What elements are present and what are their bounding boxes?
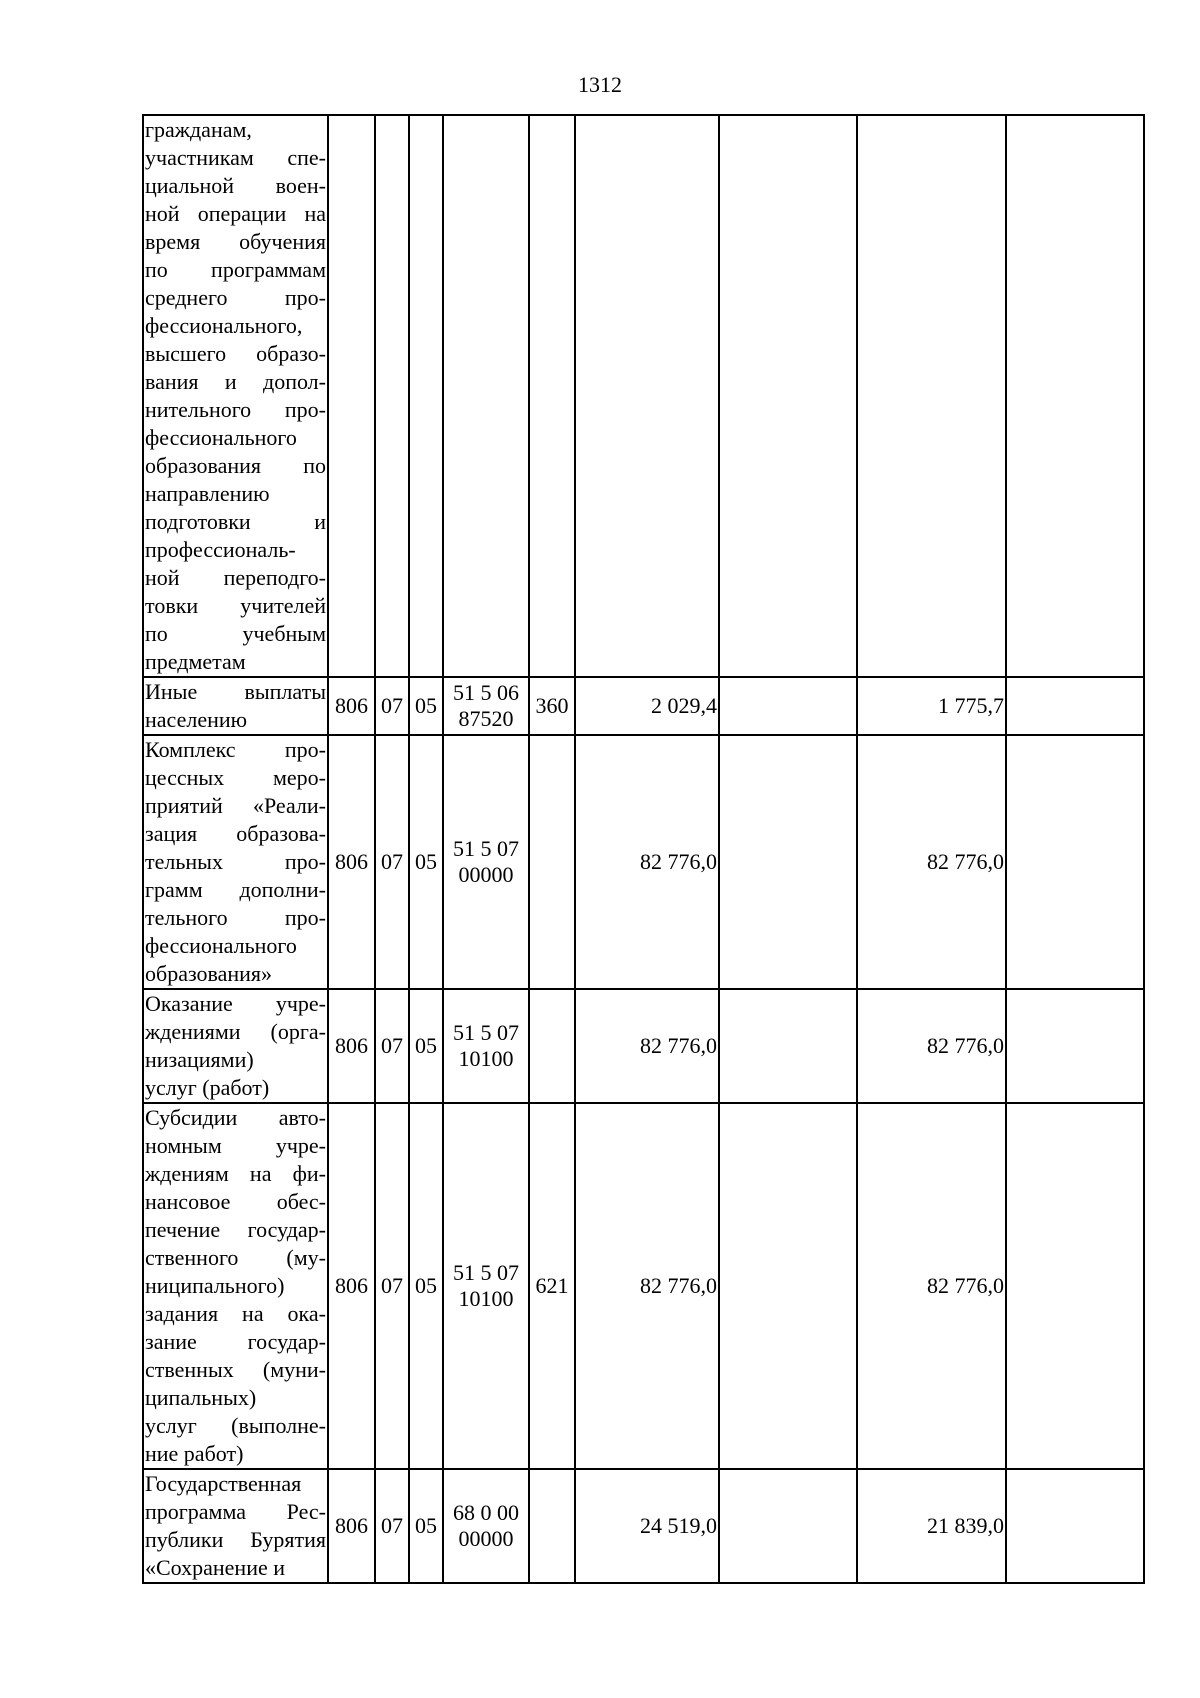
rz-cell [375, 115, 409, 677]
csr-cell [443, 735, 529, 989]
empty-cell [1006, 735, 1144, 989]
description-line: товки учителей [145, 593, 326, 618]
table-row [143, 115, 1144, 677]
csr-cell [443, 677, 529, 735]
description-line: вания и допол- [145, 369, 326, 394]
csr-cell [443, 989, 529, 1103]
vr-cell [529, 115, 575, 677]
description-line: профессиональ- [145, 537, 296, 562]
description-line: предметам [145, 649, 246, 674]
pr-cell [409, 115, 443, 677]
description-line: низациями) [145, 1047, 254, 1072]
grbs-cell: 806 [328, 735, 375, 989]
empty-cell [719, 1469, 857, 1583]
empty-cell [1006, 677, 1144, 735]
grbs-cell: 806 [328, 989, 375, 1103]
vr-cell [529, 1469, 575, 1583]
empty-cell [1006, 1103, 1144, 1469]
csr-line: 87520 [458, 706, 514, 731]
csr-line: 10100 [458, 1286, 514, 1311]
rz-cell: 07 [375, 735, 409, 989]
description-line: фессионального, [145, 313, 303, 338]
description-line: ципальных) [145, 1385, 257, 1410]
csr-line: 51 5 06 [453, 680, 519, 705]
description-line: ственных (муни- [145, 1357, 326, 1382]
grbs-cell: 806 [328, 1103, 375, 1469]
description-cell [143, 677, 328, 735]
amount-cell-2: 82 776,0 [857, 989, 1006, 1103]
csr-cell [443, 115, 529, 677]
grbs-cell [328, 115, 375, 677]
description-line: фессионального [145, 933, 297, 958]
amount-cell-1: 24 519,0 [575, 1469, 719, 1583]
description-cell [143, 1103, 328, 1469]
description-cell [143, 735, 328, 989]
description-line: Оказание учре- [145, 991, 326, 1016]
description-line: зация образова- [145, 821, 326, 846]
description-line: Иные выплаты [145, 679, 326, 704]
description-line: номным учре- [145, 1133, 326, 1158]
amount-cell-1: 82 776,0 [575, 989, 719, 1103]
csr-line: 10100 [458, 1046, 514, 1071]
description-line: услуг (выполне- [145, 1413, 326, 1438]
description-line: «Сохранение и [145, 1555, 286, 1580]
page-number: 1312 [578, 72, 622, 97]
description-line: по программам [145, 257, 326, 282]
empty-cell [719, 989, 857, 1103]
description-line: направлению [145, 481, 270, 506]
description-line: нительного про- [145, 397, 326, 422]
budget-table [142, 114, 1145, 1584]
description-line: время обучения [145, 229, 326, 254]
description-cell [143, 1469, 328, 1583]
description-cell [143, 115, 328, 677]
amount-cell-2: 82 776,0 [857, 1103, 1006, 1469]
description-line: населению [145, 707, 248, 732]
description-line: программа Рес- [145, 1499, 326, 1524]
table-row [143, 1103, 1144, 1469]
amount-cell-2: 1 775,7 [857, 677, 1006, 735]
amount-cell-1: 2 029,4 [575, 677, 719, 735]
description-line: по учебным [145, 621, 326, 646]
rz-cell: 07 [375, 989, 409, 1103]
pr-cell: 05 [409, 735, 443, 989]
description-line: цессных меро- [145, 765, 326, 790]
rz-cell: 07 [375, 677, 409, 735]
description-line: Государственная [145, 1471, 302, 1496]
description-line: образования» [145, 961, 273, 986]
description-line: печение государ- [145, 1217, 326, 1242]
amount-cell-2: 21 839,0 [857, 1469, 1006, 1583]
amount-cell-2: 82 776,0 [857, 735, 1006, 989]
table-row [143, 735, 1144, 989]
amount-cell-1 [575, 115, 719, 677]
description-line: ждениям на фи- [145, 1161, 326, 1186]
description-line: нансовое обес- [145, 1189, 326, 1214]
csr-line: 51 5 07 [453, 836, 519, 861]
description-line: тельных про- [145, 849, 326, 874]
description-line: высшего образо- [145, 341, 326, 366]
description-cell [143, 989, 328, 1103]
description-line: ной переподго- [145, 565, 326, 590]
description-line: циальной воен- [145, 173, 326, 198]
table-row [143, 677, 1144, 735]
description-line: подготовки и [145, 509, 326, 534]
amount-cell-2 [857, 115, 1006, 677]
vr-cell: 621 [529, 1103, 575, 1469]
description-line: услуг (работ) [145, 1075, 270, 1100]
table-row [143, 989, 1144, 1103]
description-line: ниципального) [145, 1273, 285, 1298]
csr-cell [443, 1103, 529, 1469]
empty-cell [719, 1103, 857, 1469]
description-line: грамм дополни- [145, 877, 326, 902]
amount-cell-1: 82 776,0 [575, 1103, 719, 1469]
description-line: Комплекс про- [145, 737, 326, 762]
empty-cell [1006, 1469, 1144, 1583]
description-line: среднего про- [145, 285, 326, 310]
description-line: участникам спе- [145, 145, 326, 170]
empty-cell [1006, 115, 1144, 677]
csr-line: 68 0 00 [453, 1500, 519, 1525]
description-line: Субсидии авто- [145, 1105, 326, 1130]
vr-cell: 360 [529, 677, 575, 735]
pr-cell: 05 [409, 677, 443, 735]
grbs-cell: 806 [328, 677, 375, 735]
description-line: тельного про- [145, 905, 326, 930]
grbs-cell: 806 [328, 1469, 375, 1583]
description-line: фессионального [145, 425, 297, 450]
csr-line: 51 5 07 [453, 1020, 519, 1045]
pr-cell: 05 [409, 1103, 443, 1469]
empty-cell [1006, 989, 1144, 1103]
description-line: ной операции на [145, 201, 326, 226]
csr-cell [443, 1469, 529, 1583]
description-line: зание государ- [145, 1329, 326, 1354]
description-line: публики Бурятия [145, 1527, 326, 1552]
description-line: ние работ) [145, 1441, 244, 1466]
description-line: гражданам, [145, 117, 252, 142]
description-line: приятий «Реали- [145, 793, 326, 818]
empty-cell [719, 735, 857, 989]
rz-cell: 07 [375, 1469, 409, 1583]
pr-cell: 05 [409, 989, 443, 1103]
csr-line: 51 5 07 [453, 1260, 519, 1285]
vr-cell [529, 735, 575, 989]
csr-line: 00000 [458, 1526, 514, 1551]
vr-cell [529, 989, 575, 1103]
empty-cell [719, 115, 857, 677]
empty-cell [719, 677, 857, 735]
amount-cell-1: 82 776,0 [575, 735, 719, 989]
csr-line: 00000 [458, 862, 514, 887]
pr-cell: 05 [409, 1469, 443, 1583]
description-line: ждениями (орга- [145, 1019, 326, 1044]
table-row [143, 1469, 1144, 1583]
description-line: образования по [145, 453, 326, 478]
rz-cell: 07 [375, 1103, 409, 1469]
description-line: ственного (му- [145, 1245, 326, 1270]
description-line: задания на ока- [145, 1301, 326, 1326]
